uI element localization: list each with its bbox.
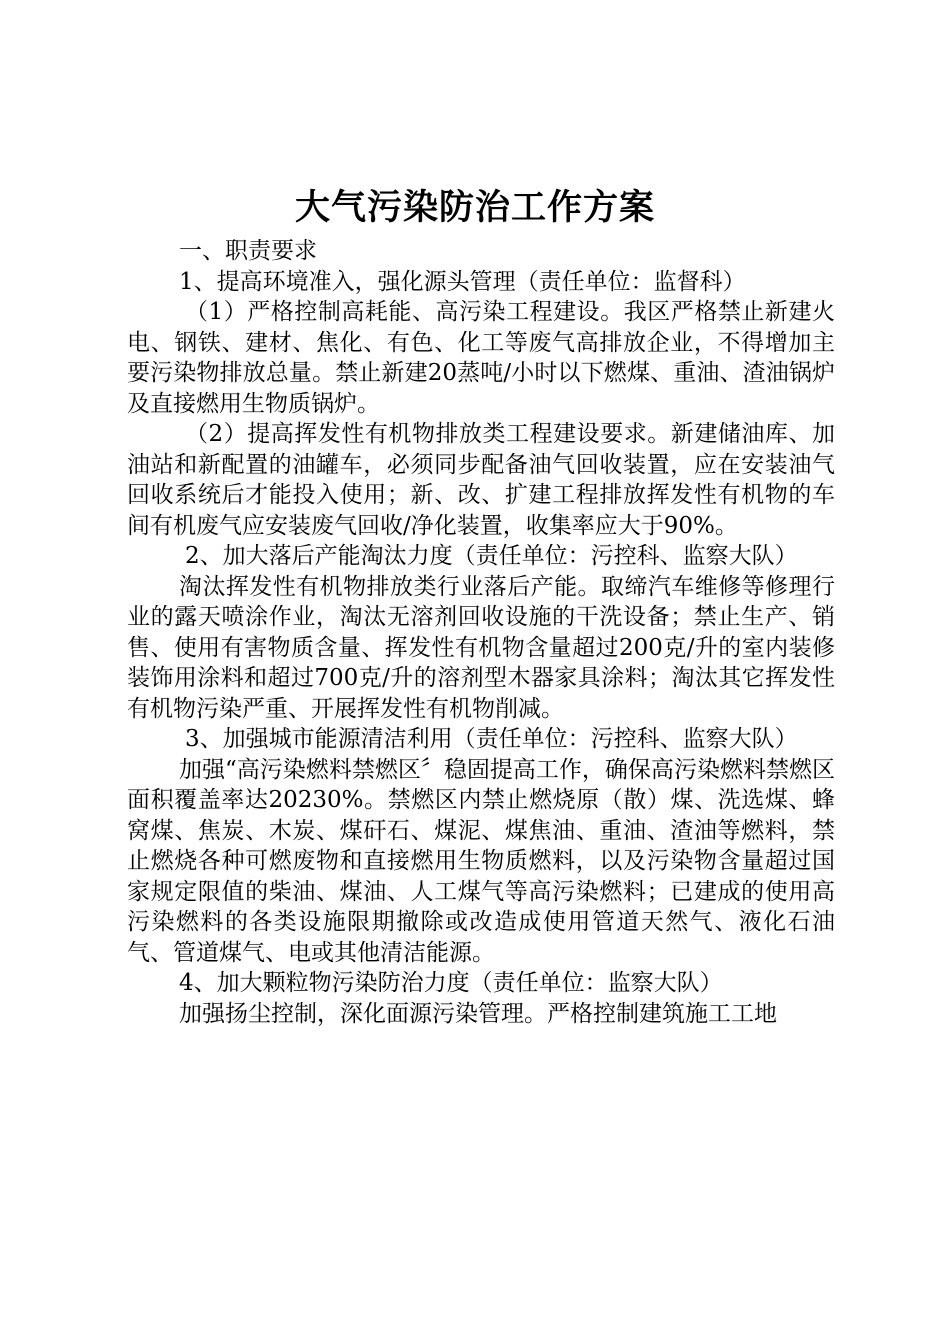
item-heading-clean-energy: 3、加强城市能源清洁利用（责任单位：污控科、监察大队） (185, 726, 798, 752)
section-heading-responsibilities: 一、职责要求 (179, 238, 317, 264)
document-body (127, 236, 835, 1029)
paragraph-high-energy-projects: （1）严格控制高耗能、高污染工程建设。我区严格禁止新建火电、钢铁、建材、焦化、有色、化工等废气高排放企业，不得增加主要污染物排放总量。禁止新建20蒸吨/小时以下燃煤、重油、渣油锅炉及直接燃用生物质锅炉。 (127, 299, 835, 417)
document-title: 大气污染防治工作方案 (294, 187, 655, 228)
item-heading-particulate-control: 4、加大颗粒物污染防治力度（责任单位：监察大队） (179, 970, 723, 996)
paragraph-voc-elimination: 淘汰挥发性有机物排放类行业落后产能。取缔汽车维修等修理行业的露天喷涂作业，淘汰无溶剂回收设施的干洗设备；禁止生产、销售、使用有害物质含量、挥发性有机物含量超过200克/升的室内装修装饰用涂料和超过700克/升的溶剂型木器家具涂料；淘汰其它挥发性有机物污染严重、开展挥发性有机物削减。 (127, 573, 835, 722)
paragraph-voc-projects: （2）提高挥发性有机物排放类工程建设要求。新建储油库、加油站和新配置的油罐车，必须同步配备油气回收装置，应在安装油气回收系统后才能投入使用；新、改、扩建工程排放挥发性有机物的车间有机废气应安装废气回收/净化装置，收集率应大于90%。 (127, 421, 835, 539)
item-heading-environmental-access: 1、提高环境准入，强化源头管理（责任单位：监督科） (179, 268, 746, 295)
item-heading-capacity-elimination: 2、加大落后产能淘汰力度（责任单位：污控科、监察大队） (185, 543, 798, 569)
paragraph-dust-control: 加强扬尘控制，深化面源污染管理。严格控制建筑施工工地 (179, 1000, 777, 1027)
paragraph-fuel-ban-zone: 加强“高污染燃料禁燃区〞稳固提高工作，确保高污染燃料禁燃区面积覆盖率达20230%。禁燃区内禁止燃烧原（散）煤、洗选煤、蜂窝煤、焦炭、木炭、煤矸石、煤泥、煤焦油、重油、渣油等燃料，禁止燃烧各种可燃废物和直接燃用生物质燃料，以及污染物含量超过国家规定限值的柴油、煤油、人工煤气等高污染燃料；已建成的使用高污染燃料的各类设施限期撤除或改造成使用管道天然气、液化石油气、管道煤气、电或其他清洁能源。 (127, 756, 835, 966)
